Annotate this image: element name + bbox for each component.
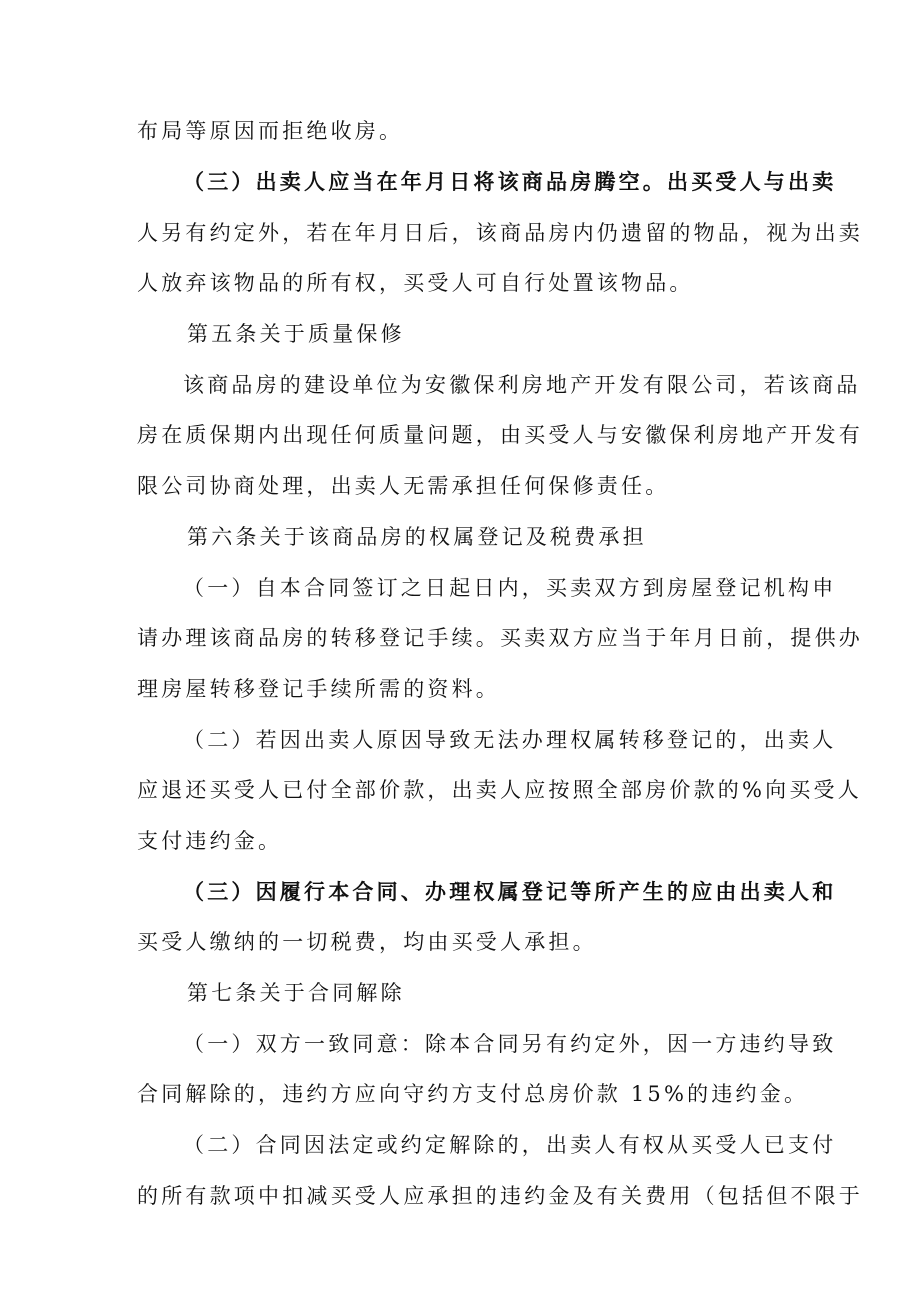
clause-two-line: （二）合同因法定或约定解除的，出卖人有权从买受人已支付: [183, 1133, 837, 1157]
paragraph-line: 合同解除的，违约方应向守约方支付总房价款 15%的违约金。: [137, 1082, 809, 1106]
clause-three-line: （三）因履行本合同、办理权属登记等所产生的应由出卖人和: [183, 879, 837, 904]
paragraph-line: 房在质保期内出现任何质量问题，由买受人与安徽保利房地产开发有: [137, 423, 863, 447]
paragraph-line: 该商品房的建设单位为安徽保利房地产开发有限公司，若该商品: [183, 373, 861, 397]
paragraph-line: 人另有约定外，若在年月日后，该商品房内仍遗留的物品，视为出卖: [137, 221, 863, 245]
paragraph-line: 请办理该商品房的转移登记手续。买卖双方应当于年月日前，提供办: [137, 626, 863, 650]
article-five-heading: 第五条关于质量保修: [187, 322, 405, 346]
paragraph-line: 人放弃该物品的所有权，买受人可自行处置该物品。: [137, 271, 694, 295]
paragraph-line: 的所有款项中扣减买受人应承担的违约金及有关费用（包括但不限于: [137, 1184, 863, 1208]
paragraph-line: 买受人缴纳的一切税费，均由买受人承担。: [137, 930, 597, 954]
paragraph-line: 应退还买受人已付全部价款，出卖人应按照全部房价款的%向买受人: [137, 778, 862, 802]
paragraph-line: 布局等原因而拒绝收房。: [137, 119, 404, 143]
paragraph-line: 支付违约金。: [137, 829, 283, 853]
paragraph-line: 限公司协商处理，出卖人无需承担任何保修责任。: [137, 474, 670, 498]
clause-one-line: （一）双方一致同意：除本合同另有约定外，因一方违约导致: [183, 1032, 837, 1056]
clause-three-line: （三）出卖人应当在年月日将该商品房腾空。出买受人与出卖: [183, 169, 837, 194]
clause-two-line: （二）若因出卖人原因导致无法办理权属转移登记的，出卖人: [183, 728, 837, 752]
article-seven-heading: 第七条关于合同解除: [187, 981, 405, 1005]
paragraph-line: 理房屋转移登记手续所需的资料。: [137, 677, 500, 701]
article-six-heading: 第六条关于该商品房的权属登记及税费承担: [187, 525, 647, 549]
clause-one-line: （一）自本合同签订之日起日内，买卖双方到房屋登记机构申: [183, 576, 837, 600]
